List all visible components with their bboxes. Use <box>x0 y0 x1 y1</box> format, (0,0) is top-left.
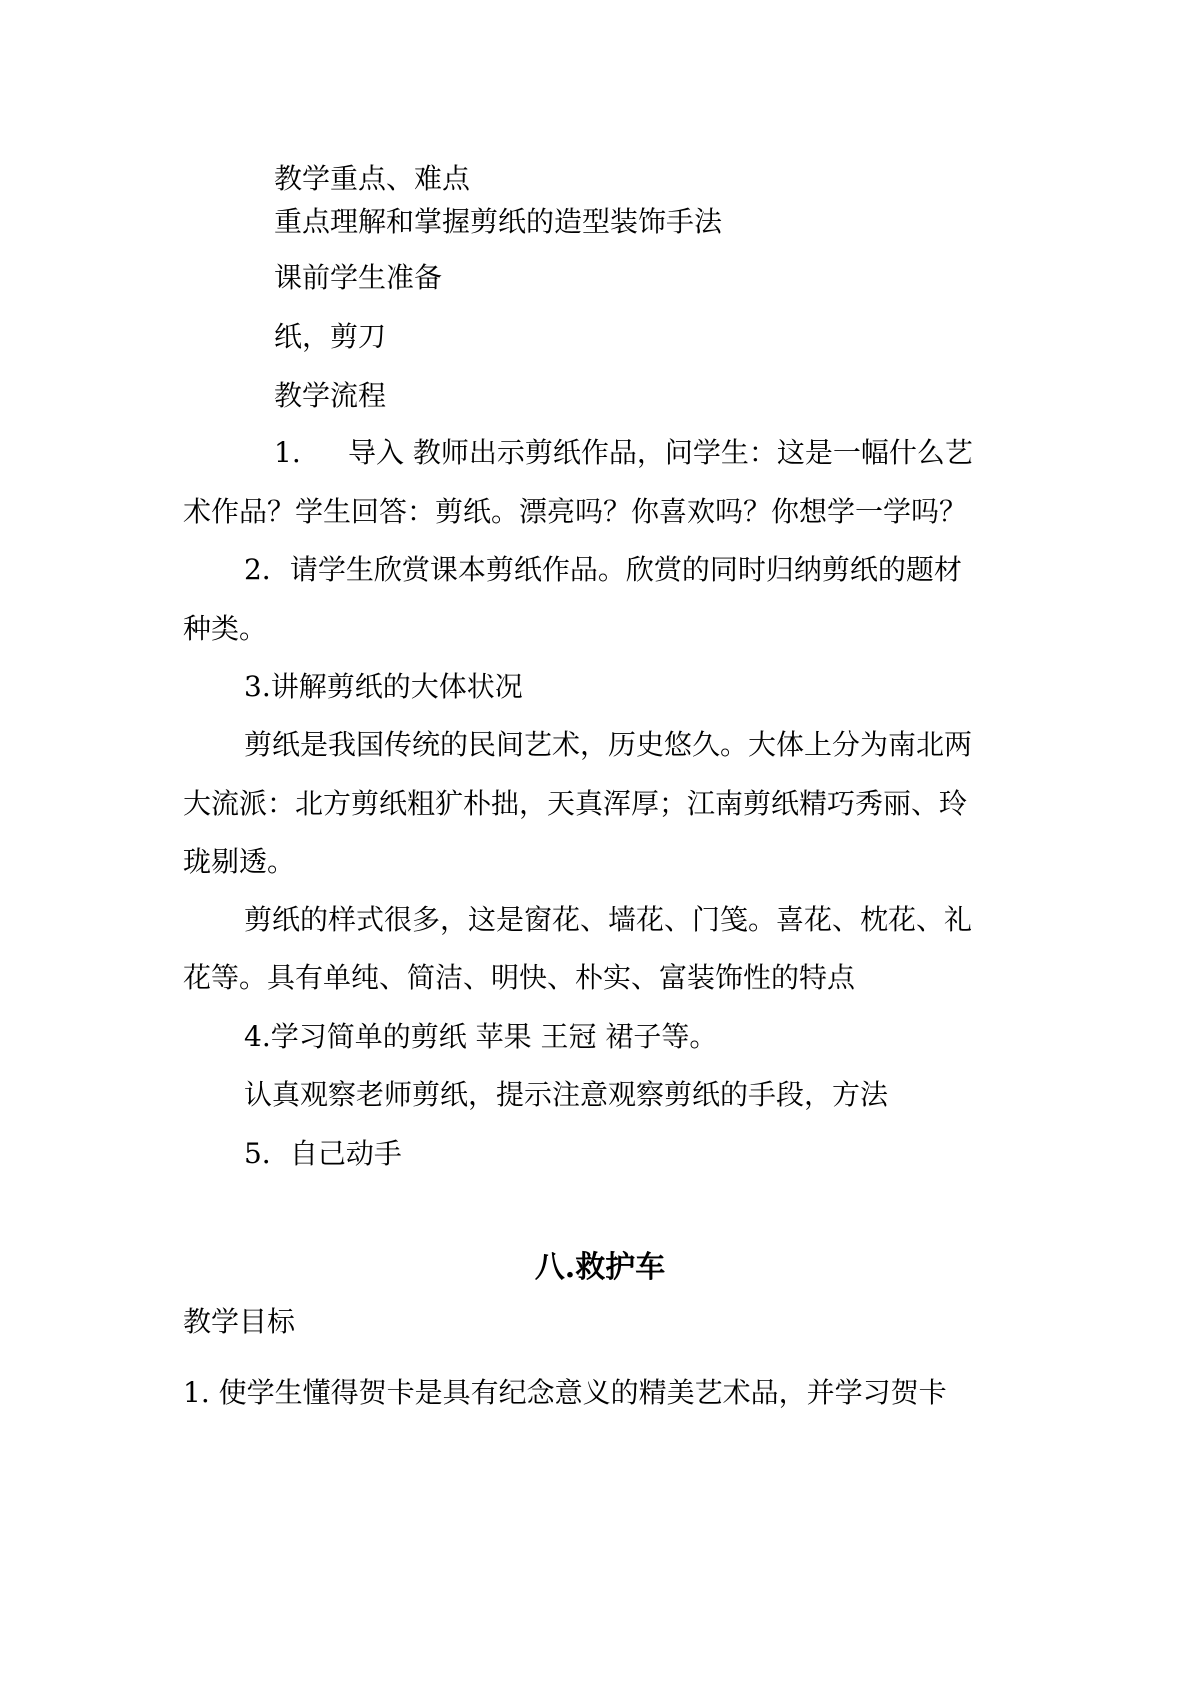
text-line: 4.学习简单的剪纸 苹果 王冠 裙子等。 <box>244 1020 718 1053</box>
text-line: 剪纸的样式很多，这是窗花、墙花、门笺。喜花、枕花、礼 <box>244 903 973 936</box>
section-title: 八.救护车 <box>534 1250 666 1285</box>
list-text: 导入 教师出示剪纸作品，问学生：这是一幅什么艺 <box>348 436 973 469</box>
text-line: 珑剔透。 <box>183 845 296 878</box>
text-line: 大流派：北方剪纸粗犷朴拙，天真浑厚；江南剪纸精巧秀丽、玲 <box>183 787 968 820</box>
list-item: 1. 使学生懂得贺卡是具有纪念意义的精美艺术品，并学习贺卡 <box>183 1376 947 1409</box>
text-line: 剪纸是我国传统的民间艺术，历史悠久。大体上分为南北两 <box>244 728 973 761</box>
text-line: 认真观察老师剪纸，提示注意观察剪纸的手段，方法 <box>244 1078 889 1111</box>
text-line: 术作品？学生回答：剪纸。漂亮吗？你喜欢吗？你想学一学吗？ <box>183 495 968 528</box>
text-line: 2．请学生欣赏课本剪纸作品。欣赏的同时归纳剪纸的题材 <box>244 553 962 586</box>
text-line: 教学重点、难点 <box>274 162 471 195</box>
text-line: 课前学生准备 <box>274 261 443 294</box>
list-number: 1. <box>274 436 301 469</box>
text-line: 教学流程 <box>274 379 387 412</box>
text-line: 种类。 <box>183 612 268 645</box>
text-line: 5．自己动手 <box>244 1137 402 1170</box>
text-line: 重点理解和掌握剪纸的造型装饰手法 <box>274 205 723 238</box>
section-subtitle: 教学目标 <box>183 1305 296 1338</box>
text-line: 纸，剪刀 <box>274 320 387 353</box>
list-item-1 <box>274 433 973 473</box>
text-line: 3.讲解剪纸的大体状况 <box>244 670 523 703</box>
text-line: 花等。具有单纯、简洁、明快、朴实、富装饰性的特点 <box>183 961 856 994</box>
